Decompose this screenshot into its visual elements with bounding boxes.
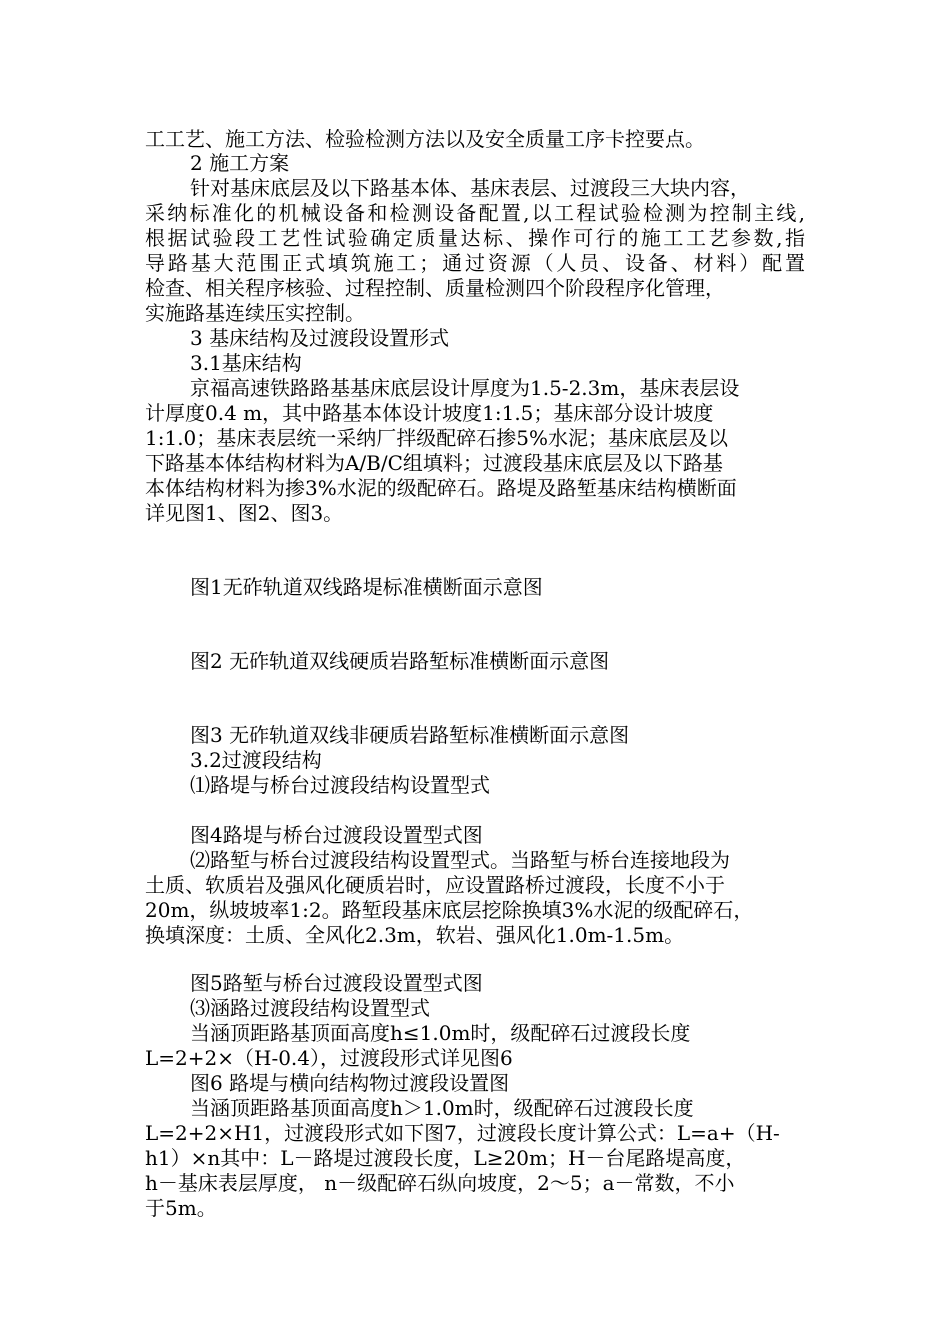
paragraph-line: 20m，纵坡坡率1:2。路堑段基床底层挖除换填3%水泥的级配碎石， xyxy=(145,898,754,922)
paragraph-line: 根据试验段工艺性试验确定质量达标、操作可行的施工工艺参数,指 xyxy=(145,226,805,250)
section-heading: 2 施工方案 xyxy=(190,151,290,175)
paragraph-line: L=2+2×H1，过渡段形式如下图7，过渡段长度计算公式：L=a+（H- xyxy=(145,1121,780,1145)
paragraph-line: L=2+2×（H-0.4），过渡段形式详见图6 xyxy=(145,1046,513,1070)
paragraph-line: 针对基床底层及以下路基本体、基床表层、过渡段三大块内容， xyxy=(190,176,750,200)
paragraph-line: 当涵顶距路基顶面高度h＞1.0m时，级配碎石过渡段长度 xyxy=(190,1096,694,1120)
figure-caption: 图1无砟轨道双线路堤标准横断面示意图 xyxy=(190,575,543,599)
subsection-heading: 3.2过渡段结构 xyxy=(190,748,322,772)
paragraph-line: ⑵路堑与桥台过渡段结构设置型式。当路堑与桥台连接地段为 xyxy=(190,848,730,872)
paragraph-line: 计厚度0.4 m，其中路基本体设计坡度1:1.5；基床部分设计坡度 xyxy=(145,401,714,425)
figure-caption: 图2 无砟轨道双线硬质岩路堑标准横断面示意图 xyxy=(190,649,610,673)
paragraph-line: 下路基本体结构材料为A/B/C组填料；过渡段基床底层及以下路基 xyxy=(145,451,723,475)
paragraph-line: 导路基大范围正式填筑施工；通过资源（人员、设备、材料）配置 xyxy=(145,251,805,275)
paragraph-line: 详见图1、图2、图3。 xyxy=(145,501,344,525)
paragraph-line: 换填深度：土质、全风化2.3m，软岩、强风化1.0m-1.5m。 xyxy=(145,923,685,947)
paragraph-line: 1:1.0；基床表层统一采纳厂拌级配碎石掺5%水泥；基床底层及以 xyxy=(145,426,728,450)
figure-caption: 图4路堤与桥台过渡段设置型式图 xyxy=(190,823,483,847)
paragraph-line: 工工艺、施工方法、检验检测方法以及安全质量工序卡控要点。 xyxy=(145,127,705,151)
paragraph-line: 于5m。 xyxy=(145,1196,217,1220)
section-heading: 3 基床结构及过渡段设置形式 xyxy=(190,326,450,350)
paragraph-line: 当涵顶距路基顶面高度h≤1.0m时，级配碎石过渡段长度 xyxy=(190,1021,691,1045)
paragraph-line: 采纳标准化的机械设备和检测设备配置,以工程试验检测为控制主线, xyxy=(145,201,805,225)
paragraph-line: 检查、相关程序核验、过程控制、质量检测四个阶段程序化管理， xyxy=(145,276,725,300)
paragraph-line: ⑴路堤与桥台过渡段结构设置型式 xyxy=(190,773,490,797)
figure-caption: 图5路堑与桥台过渡段设置型式图 xyxy=(190,971,483,995)
paragraph-line: 京福高速铁路路基基床底层设计厚度为1.5-2.3m，基床表层设 xyxy=(190,376,740,400)
paragraph-line: 本体结构材料为掺3%水泥的级配碎石。路堤及路堑基床结构横断面 xyxy=(145,476,737,500)
paragraph-line: 实施路基连续压实控制。 xyxy=(145,301,365,325)
figure-caption: 图3 无砟轨道双线非硬质岩路堑标准横断面示意图 xyxy=(190,723,630,747)
paragraph-line: 土质、软质岩及强风化硬质岩时，应设置路桥过渡段，长度不小于 xyxy=(145,873,725,897)
paragraph-line: h1）×n其中：L－路堤过渡段长度，L≥20m；H－台尾路堤高度， xyxy=(145,1146,746,1170)
paragraph-line: h－基床表层厚度， n－级配碎石纵向坡度，2～5；a－常数，不小 xyxy=(145,1171,735,1195)
paragraph-line: ⑶涵路过渡段结构设置型式 xyxy=(190,996,430,1020)
figure-caption: 图6 路堤与横向结构物过渡段设置图 xyxy=(190,1071,510,1095)
subsection-heading: 3.1基床结构 xyxy=(190,351,302,375)
